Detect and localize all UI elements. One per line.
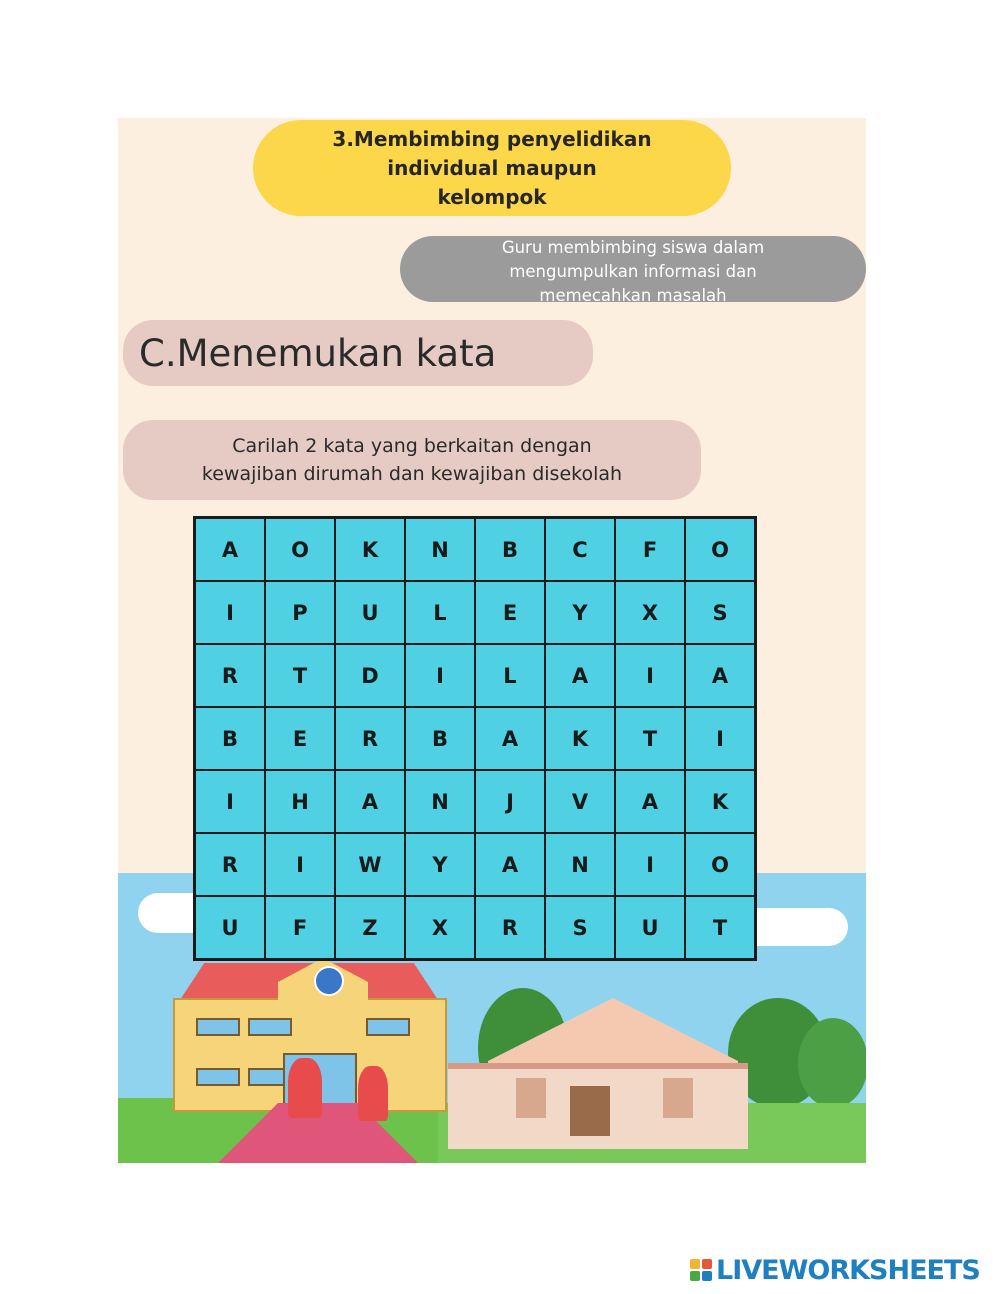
grid-cell[interactable]: I (685, 707, 755, 770)
liveworksheets-logo[interactable] (690, 1254, 980, 1286)
word-search-grid (193, 516, 757, 961)
logo-text: LIVEWORKSHEETS (716, 1254, 980, 1286)
grid-cell[interactable]: Y (405, 833, 475, 896)
grid-cell[interactable]: B (405, 707, 475, 770)
grid-cell[interactable]: N (405, 518, 475, 581)
grid-cell[interactable]: R (335, 707, 405, 770)
grid-cell[interactable]: F (265, 896, 335, 959)
grid-cell[interactable]: J (475, 770, 545, 833)
grid-cell[interactable]: L (475, 644, 545, 707)
step-title-pill (253, 120, 731, 216)
grid-cell[interactable]: B (475, 518, 545, 581)
grid-cell[interactable]: P (265, 581, 335, 644)
school-emblem-icon (314, 966, 344, 996)
grid-cell[interactable]: A (545, 644, 615, 707)
grid-cell[interactable]: A (475, 833, 545, 896)
grid-cell[interactable]: K (685, 770, 755, 833)
liveworksheets-logo-icon (690, 1259, 712, 1281)
grid-cell[interactable]: E (265, 707, 335, 770)
grid-cell[interactable]: I (405, 644, 475, 707)
grid-cell[interactable]: S (545, 896, 615, 959)
grid-cell[interactable]: O (685, 518, 755, 581)
grid-cell[interactable]: T (685, 896, 755, 959)
grid-cell[interactable]: V (545, 770, 615, 833)
grid-cell[interactable]: N (405, 770, 475, 833)
teacher-note: Guru membimbing siswa dalam mengumpulkan informasi dan memecahkan masalah (501, 238, 765, 305)
instruction-text: Carilah 2 kata yang berkaitan dengan kewajiban dirumah dan kewajiban disekolah (201, 435, 623, 485)
grid-cell[interactable]: I (615, 644, 685, 707)
tree-illustration (798, 1018, 866, 1108)
grid-cell[interactable]: A (615, 770, 685, 833)
grid-cell[interactable]: I (195, 770, 265, 833)
worksheet-page (118, 118, 866, 1163)
grid-cell[interactable]: A (335, 770, 405, 833)
grid-cell[interactable]: T (265, 644, 335, 707)
grid-cell[interactable]: R (475, 896, 545, 959)
grid-cell[interactable]: W (335, 833, 405, 896)
grid-cell[interactable]: T (615, 707, 685, 770)
grid-cell[interactable]: S (685, 581, 755, 644)
grid-cell[interactable]: U (195, 896, 265, 959)
grid-cell[interactable]: I (265, 833, 335, 896)
grid-cell[interactable]: H (265, 770, 335, 833)
grid-cell[interactable]: C (545, 518, 615, 581)
grid-cell[interactable]: N (545, 833, 615, 896)
section-heading: C.Menemukan kata (139, 331, 497, 375)
house-door-illustration (570, 1086, 610, 1136)
grid-cell[interactable]: R (195, 833, 265, 896)
grid-cell[interactable]: K (335, 518, 405, 581)
grid-cell[interactable]: A (475, 707, 545, 770)
grid-cell[interactable]: U (615, 896, 685, 959)
school-window (248, 1018, 292, 1036)
section-heading-pill (123, 320, 593, 386)
school-window (196, 1018, 240, 1036)
grid-cell[interactable]: R (195, 644, 265, 707)
instruction-pill (123, 420, 701, 500)
house-window (516, 1078, 546, 1118)
school-window (366, 1018, 410, 1036)
grid-cell[interactable]: O (685, 833, 755, 896)
house-window (663, 1078, 693, 1118)
grid-cell[interactable]: Z (335, 896, 405, 959)
grid-cell[interactable]: F (615, 518, 685, 581)
grid-cell[interactable]: A (195, 518, 265, 581)
grid-cell[interactable]: D (335, 644, 405, 707)
student-girl-illustration (358, 1066, 388, 1121)
grid-cell[interactable]: X (405, 896, 475, 959)
grid-cell[interactable]: I (195, 581, 265, 644)
student-boy-illustration (288, 1058, 322, 1118)
grid-cell[interactable]: A (685, 644, 755, 707)
teacher-note-pill (400, 236, 866, 305)
step-title: 3.Membimbing penyelidikan individual maupun kelompok (332, 126, 652, 209)
grid-cell[interactable]: Y (545, 581, 615, 644)
grid-cell[interactable]: I (615, 833, 685, 896)
grid-cell[interactable]: O (265, 518, 335, 581)
grid-cell[interactable]: K (545, 707, 615, 770)
grid-cell[interactable]: L (405, 581, 475, 644)
grid-cell[interactable]: E (475, 581, 545, 644)
grid-cell[interactable]: U (335, 581, 405, 644)
grid-cell[interactable]: X (615, 581, 685, 644)
school-window (196, 1068, 240, 1086)
grid-cell[interactable]: B (195, 707, 265, 770)
